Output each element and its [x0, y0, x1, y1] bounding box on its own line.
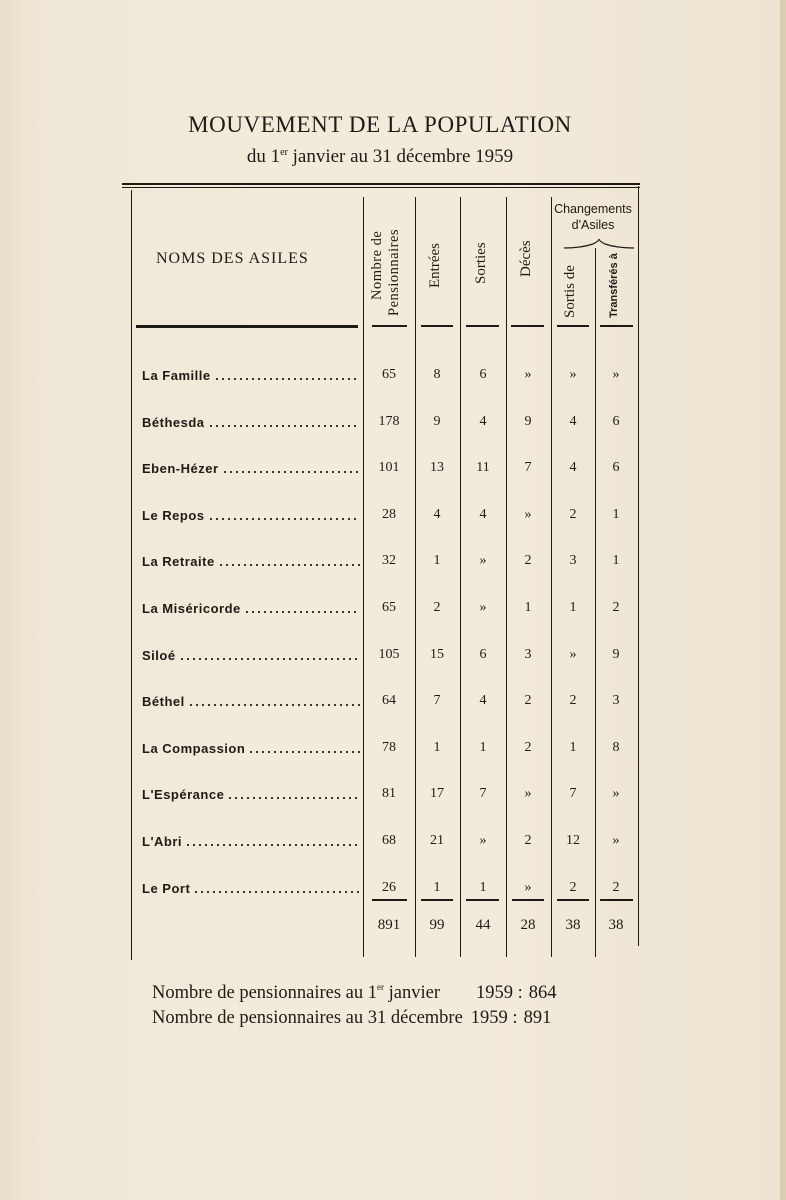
table-cell: 78: [382, 740, 396, 755]
asylum-name-label: Béthel: [142, 694, 185, 709]
dot-leader: [188, 704, 360, 706]
asylum-name: [142, 368, 360, 383]
total-rule: [557, 899, 589, 901]
table-cell: 1: [569, 740, 577, 755]
asylum-name-label: La Miséricorde: [142, 601, 241, 616]
total-cell: 38: [608, 917, 624, 933]
table-cell: 28: [382, 507, 396, 522]
table-cell: »: [569, 367, 577, 382]
asylum-name-label: Béthesda: [142, 415, 205, 430]
table-cell: 2: [433, 600, 441, 615]
asylum-name-label: La Compassion: [142, 741, 246, 756]
table-cell: 3: [524, 647, 532, 662]
table-cell: 17: [430, 786, 444, 801]
total-cell: 28: [520, 917, 536, 933]
table-cell: 4: [479, 414, 487, 429]
table-cell: 2: [612, 600, 620, 615]
total-rule: [421, 899, 453, 901]
table-cell: 2: [524, 693, 532, 708]
column-separator: [460, 197, 461, 957]
table-cell: 2: [612, 880, 620, 895]
page-edge: [780, 0, 786, 1200]
header-sorties: Sorties: [473, 242, 489, 284]
header-underline: [466, 325, 499, 327]
table-cell: »: [479, 600, 487, 615]
header-changements: Changements d'Asiles: [554, 202, 632, 232]
asylum-name: [142, 601, 360, 616]
table-cell: »: [612, 786, 620, 801]
table-cell: 9: [433, 414, 441, 429]
asylum-name: [142, 648, 360, 663]
asylum-name-label: La Retraite: [142, 554, 215, 569]
header-sortis-de: Sortis de: [562, 265, 578, 318]
column-separator: [415, 197, 416, 957]
document-subtitle: du 1er janvier au 31 décembre 1959: [246, 146, 514, 167]
total-cell: 38: [565, 917, 581, 933]
dot-leader: [222, 471, 360, 473]
table-cell: 1: [433, 740, 441, 755]
table-cell: »: [479, 833, 487, 848]
table-cell: »: [569, 647, 577, 662]
document-title: MOUVEMENT DE LA POPULATION: [188, 112, 572, 137]
table-cell: 9: [612, 647, 620, 662]
header-pensionnaires-line2: Pensionnaires: [386, 228, 402, 316]
asylum-name: [142, 461, 360, 476]
table-cell: 1: [612, 553, 620, 568]
asylum-name: [142, 787, 360, 802]
asylum-name: [142, 694, 360, 709]
table-cell: »: [524, 367, 532, 382]
table-cell: 26: [382, 880, 396, 895]
table-cell: 8: [433, 367, 441, 382]
table-cell: 7: [433, 693, 441, 708]
header-underline: [136, 325, 358, 328]
asylum-name-label: L'Abri: [142, 834, 183, 849]
table-cell: 21: [430, 833, 444, 848]
footer-line-end: Nombre de pensionnaires au 31 décembre 1959 : 891: [152, 1008, 552, 1028]
asylum-name: [142, 741, 360, 756]
table-cell: 64: [382, 693, 396, 708]
table-cell: 2: [569, 880, 577, 895]
asylum-name-label: Eben-Hézer: [142, 461, 219, 476]
table-cell: 1: [612, 507, 620, 522]
asylum-name: [142, 834, 360, 849]
table-cell: 3: [569, 553, 577, 568]
table-cell: 2: [524, 833, 532, 848]
total-rule: [600, 899, 633, 901]
header-underline: [421, 325, 453, 327]
table-cell: 2: [569, 693, 577, 708]
table-cell: 4: [569, 414, 577, 429]
table-cell: 11: [476, 460, 490, 475]
table-cell: 7: [569, 786, 577, 801]
header-transferes-a: Transférés à: [608, 253, 620, 318]
table-cell: 4: [479, 507, 487, 522]
table-cell: 178: [378, 414, 400, 429]
dot-leader: [208, 425, 360, 427]
table-cell: 65: [382, 367, 396, 382]
footer-line-start: Nombre de pensionnaires au 1er janvier 1959 : 864: [152, 982, 557, 1003]
asylum-name: [142, 881, 360, 896]
table-cell: »: [524, 507, 532, 522]
table-cell: 12: [566, 833, 580, 848]
table-cell: 6: [479, 367, 487, 382]
table-cell: »: [612, 367, 620, 382]
column-separator: [506, 197, 507, 957]
table-cell: 1: [569, 600, 577, 615]
table-cell: 1: [433, 880, 441, 895]
table-cell: 13: [430, 460, 444, 475]
table-cell: 3: [612, 693, 620, 708]
table-cell: 7: [479, 786, 487, 801]
table-cell: 65: [382, 600, 396, 615]
asylum-name-label: Le Port: [142, 881, 191, 896]
total-rule: [466, 899, 499, 901]
asylum-name-label: La Famille: [142, 368, 211, 383]
header-underline: [557, 325, 589, 327]
table-cell: 4: [569, 460, 577, 475]
total-rule: [512, 899, 544, 901]
header-underline: [372, 325, 407, 327]
table-cell: »: [524, 786, 532, 801]
dot-leader: [218, 564, 360, 566]
table-cell: »: [612, 833, 620, 848]
table-cell: 105: [378, 647, 400, 662]
table-cell: 2: [524, 740, 532, 755]
table-cell: 81: [382, 786, 396, 801]
dot-leader: [244, 611, 360, 613]
table-left-border: [131, 190, 132, 960]
dot-leader: [248, 751, 360, 753]
header-asylum-names: NOMS DES ASILES: [156, 250, 309, 267]
table-cell: 68: [382, 833, 396, 848]
table-top-rule-thin: [122, 187, 640, 188]
table-cell: »: [479, 553, 487, 568]
table-cell: 1: [524, 600, 532, 615]
column-separator: [363, 197, 364, 957]
header-brace: [563, 238, 635, 250]
table-top-rule: [122, 183, 640, 185]
table-cell: 2: [569, 507, 577, 522]
header-entrees: Entrées: [427, 243, 443, 288]
table-cell: 15: [430, 647, 444, 662]
table-cell: 4: [479, 693, 487, 708]
table-cell: 7: [524, 460, 532, 475]
dot-leader: [179, 658, 360, 660]
asylum-name: [142, 508, 360, 523]
table-cell: 9: [524, 414, 532, 429]
asylum-name: [142, 415, 360, 430]
table-right-border: [638, 186, 639, 946]
table-cell: 4: [433, 507, 441, 522]
table-cell: 1: [479, 880, 487, 895]
table-cell: 2: [524, 553, 532, 568]
table-cell: 1: [479, 740, 487, 755]
table-cell: 6: [612, 460, 620, 475]
total-cell: 891: [377, 917, 401, 933]
dot-leader: [214, 378, 360, 380]
dot-leader: [227, 797, 360, 799]
asylum-name-label: Le Repos: [142, 508, 205, 523]
table-cell: 101: [378, 460, 400, 475]
header-deces: Décès: [518, 240, 534, 277]
header-pensionnaires-line1: Nombre de: [369, 230, 385, 300]
asylum-name-label: Siloé: [142, 648, 176, 663]
table-cell: »: [524, 880, 532, 895]
asylum-name: [142, 554, 360, 569]
dot-leader: [193, 891, 360, 893]
asylum-name-label: L'Espérance: [142, 787, 225, 802]
total-cell: 44: [475, 917, 491, 933]
dot-leader: [185, 844, 360, 846]
total-rule: [372, 899, 407, 901]
total-cell: 99: [429, 917, 445, 933]
table-cell: 1: [433, 553, 441, 568]
header-underline: [511, 325, 544, 327]
table-cell: 8: [612, 740, 620, 755]
header-underline: [600, 325, 633, 327]
dot-leader: [208, 518, 360, 520]
table-cell: 32: [382, 553, 396, 568]
table-cell: 6: [612, 414, 620, 429]
column-separator: [551, 197, 552, 957]
table-cell: 6: [479, 647, 487, 662]
